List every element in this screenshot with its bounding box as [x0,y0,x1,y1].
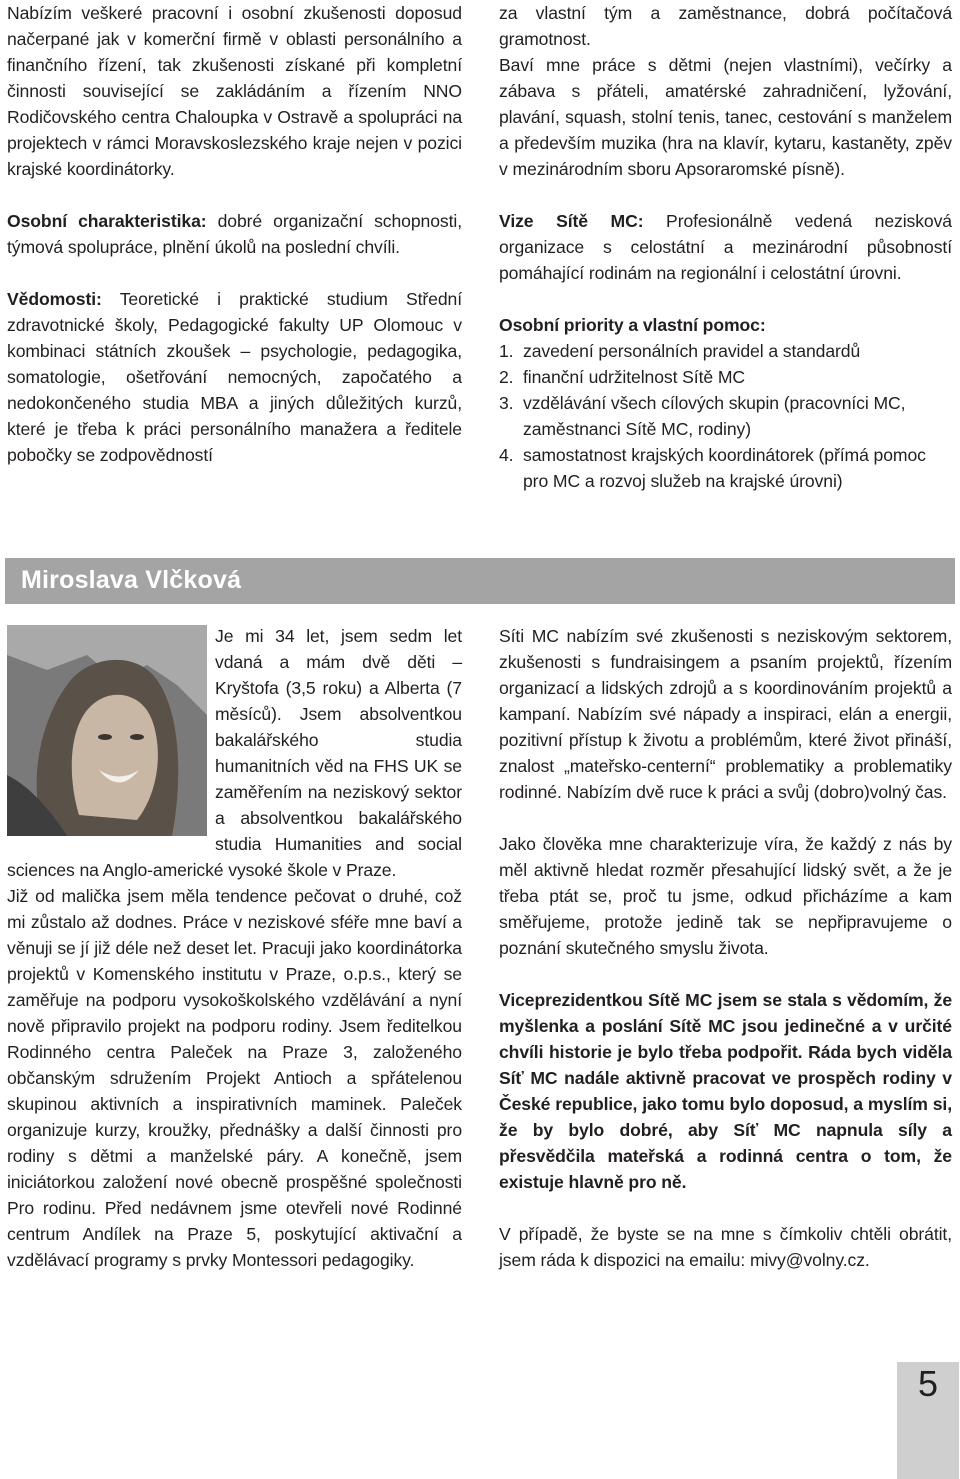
column-2 [499,0,952,494]
personal-characteristics-label: Osobní charakteristika: [7,211,207,231]
list-item-number: 1. [499,341,514,361]
list-item [499,442,952,494]
knowledge-paragraph [7,286,462,468]
portrait-photo [7,625,207,836]
knowledge-label: Vědomosti: [7,289,102,309]
list-item-text: zavedení personálních pravidel a standardů [523,341,861,361]
page-number-box [897,1362,959,1479]
career-paragraph: Již od malička jsem měla tendence pečovat o druhé, což mi zůstalo až dodnes. Práce v neziskové sféře mne baví a věnuji se jí již déle než deset let. Pracuji jako koordinátorka projektů v Komenského institutu v Praze, o.p.s., který se zaměřuje na podporu vysokoškolského vzdělávání a nyní nově připravilo projekt na podporu rodiny. Jsem ředitelkou Rodinného centra Paleček na Praze 3, založeného občanským sdružením Projekt Antioch a spřátelenou skupinou aktivních a inspirativních maminek. Paleček organizuje kurzy, kroužky, přednášky a další činnosti pro rodiny s dětmi a manželské páry. A konečně, jsem iniciátorkou založení nové obecně prospěšné společnosti Pro rodinu. Před nedávnem jsme otevřeli nové Rodinné centrum Andílek na Praze 5, poskytující aktivační a vzdělávací programy s prvky Montessori pedagogiky. [7,886,462,1270]
personal-characteristics-text: dobré organizační schopnosti, týmová spolupráce, plnění úkolů na poslední chvíli. [7,211,462,257]
vision-text: Profesionálně vedená nezisková organizace s celostátní a mezinárodní působností pomáhající rodinám na regionální i celostátní úrovni. [499,211,952,283]
section-title-banner [5,558,955,604]
knowledge-continued: za vlastní tým a zaměstnance, dobrá počítačová gramotnost. [499,3,952,49]
vision-label: Vize Sítě MC: [499,211,644,231]
list-item [499,338,952,364]
column-3 [7,623,462,1273]
priorities-list [499,338,952,494]
portrait-image [7,625,207,836]
list-item-number: 4. [499,445,514,465]
vision-paragraph [499,208,952,286]
priorities-heading: Osobní priority a vlastní pomoc: [499,315,766,335]
personal-characteristics-paragraph [7,208,462,260]
page-number: 5 [917,1363,939,1404]
column-1 [7,0,462,468]
list-item [499,364,952,390]
list-item-number: 2. [499,367,514,387]
list-item-text: vzdělávání všech cílových skupin (pracovníci MC, zaměstnanci Sítě MC, rodiny) [523,393,906,439]
knowledge-text: Teoretické i praktické studium Střední zdravotnické školy, Pedagogické fakulty UP Olomouc v kombinaci státních zkoušek – psychologie, pedagogika, somatologie, ošetřování nemocných, započatého a nedokončeného studia MBA a jiných důležitých kurzů, které je třeba k práci personálního manažera a ředitele pobočky se zodpovědností [7,289,462,465]
hobbies-paragraph: Baví mne práce s dětmi (nejen vlastními), večírky a zábava s přáteli, amatérské zahradničení, lyžování, plavání, squash, stolní tenis, tanec, cestování s manželem a především muzika (hra na klavír, kytaru, kastaněty, zpěv v mezinárodním sboru Apsoraromské písně). [499,55,952,179]
list-item-text: finanční udržitelnost Sítě MC [523,367,746,387]
contact-paragraph: V případě, že byste se na mne s čímkoliv chtěli obrátit, jsem ráda k dispozici na emailu: mivy@volny.cz. [499,1224,952,1270]
list-item-text: samostatnost krajských koordinátorek (přímá pomoc pro MC a rozvoj služeb na krajské úrovni) [523,445,926,491]
bio-paragraph: Je mi 34 let, jsem sedm let vdaná a mám dvě děti – Kryštofa (3,5 roku) a Alberta (7 měsíců). Jsem absolventkou bakalářského studia humanitních věd na FHS UK se zaměřením na neziskový sektor a absolventkou bakalářského studia Humanities and social sciences na Anglo-americké vysoké škole v Praze. [7,626,462,880]
offer-paragraph: Síti MC nabízím své zkušenosti s neziskovým sektorem, zkušenosti s fundraisingem a psaním projektů, řízením organizací a lidských zdrojů a s koordinováním projektů a kampaní. Nabízím své nápady a inspiraci, elán a energii, pozitivní přístup k životu a problémům, které život přináší, znalost „mateřsko-centerní“ problematiky a problematiky rodinné. Nabízím dvě ruce k práci a svůj (dobro)volný čas. [499,626,952,802]
vicepresident-paragraph: Viceprezidentkou Sítě MC jsem se stala s vědomím, že myšlenka a poslání Sítě MC jsou jedinečné a v určité chvíli historie je bylo třeba podpořit. Ráda bych viděla Síť MC nadále aktivně pracovat ve prospěch rodiny v České republice, jako tomu bylo doposud, a myslím si, že by bylo dobré, aby Síť MC napnula síly a přesvědčila mateřská a rodinná centra o tom, že existuje hlavně pro ně. [499,990,952,1192]
list-item [499,390,952,442]
section-title: Miroslava Vlčková [21,566,242,594]
experience-paragraph: Nabízím veškeré pracovní i osobní zkušenosti doposud načerpané jak v komerční firmě v oblasti personálního a finančního řízení, tak zkušenosti získané při kompletní činnosti související se zakládáním a řízením NNO Rodičovského centra Chaloupka v Ostravě a spolupráci na projektech v rámci Moravskoslezského kraje nejen v pozici krajské koordinátorky. [7,3,462,179]
column-4 [499,623,952,1273]
list-item-number: 3. [499,393,514,413]
faith-paragraph: Jako člověka mne charakterizuje víra, že každý z nás by měl aktivně hledat rozměr přesahující lidský svět, a že je třeba ptát se, proč tu jsme, odkud přicházíme a kam směřujeme, protože jedině tak se nepřipravujeme o poznání skutečného smyslu života. [499,834,952,958]
